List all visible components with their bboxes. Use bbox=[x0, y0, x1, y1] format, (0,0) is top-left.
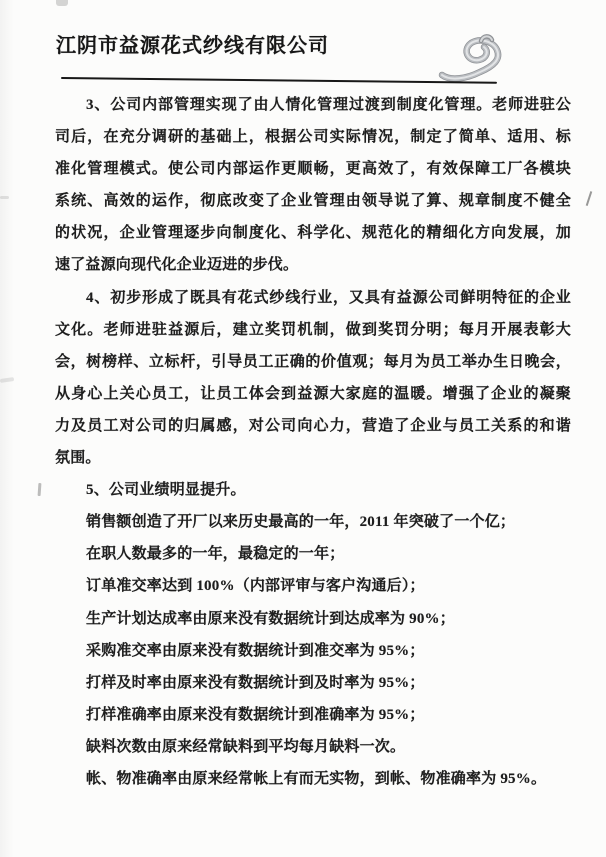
company-name-header: 江阴市益源花式纱线有限公司 bbox=[56, 35, 329, 57]
text-line: 采购准交率由原来没有数据统计到准交率为 95%； bbox=[86, 642, 425, 659]
scan-artifact bbox=[0, 377, 14, 383]
text-line: 的状况，企业管理逐步向制度化、科学化、规范化的精细化方向发展，加 bbox=[55, 225, 571, 242]
text-line: 从身心上关心员工，让员工体会到益源大家庭的温暖。增强了企业的凝聚 bbox=[55, 385, 571, 402]
text-line: 打样及时率由原来没有数据统计到及时率为 95%； bbox=[86, 674, 425, 691]
scan-artifact bbox=[0, 196, 9, 199]
paragraph-item-5-heading bbox=[55, 474, 571, 506]
text-line: 4、初步形成了既具有花式纱线行业，又具有益源公司鲜明特征的企业 bbox=[86, 289, 571, 306]
text-line: 5、公司业绩明显提升。 bbox=[86, 482, 246, 499]
yarn-knot-icon bbox=[436, 25, 512, 83]
text-line: 在职人数最多的一年，最稳定的一年； bbox=[86, 546, 345, 563]
text-line: 3、公司内部管理实现了由人情化管理过渡到制度化管理。老师进驻公 bbox=[86, 97, 571, 113]
paragraph-item-5-achievements bbox=[55, 506, 571, 795]
text-line: 准化管理模式。使公司内部运作更顺畅，更高效了，有效保障工厂各模块 bbox=[55, 161, 571, 178]
text-line: 氛围。 bbox=[55, 450, 101, 467]
paragraph-item-4 bbox=[55, 282, 571, 475]
text-line: 生产计划达成率由原来没有数据统计到达成率为 90%； bbox=[86, 610, 455, 627]
text-line: 司后，在充分调研的基础上，根据公司实际情况，制定了简单、适用、标 bbox=[55, 129, 571, 146]
paragraph-item-3 bbox=[55, 89, 571, 282]
scan-artifact bbox=[56, 0, 68, 6]
text-line: 文化。老师进驻益源后，建立奖罚机制，做到奖罚分明；每月开展表彰大 bbox=[55, 321, 571, 338]
header-divider-line bbox=[61, 77, 497, 84]
text-line: 订单准交率达到 100%（内部评审与客户沟通后）； bbox=[86, 578, 425, 595]
text-line: 帐、物准确率由原来经常帐上有而无实物，到帐、物准确率为 95%。 bbox=[86, 770, 547, 787]
text-line: 系统、高效的运作，彻底改变了企业管理由领导说了算、规章制度不健全 bbox=[55, 193, 571, 210]
scan-artifact bbox=[38, 483, 41, 496]
text-line: 销售额创造了开厂以来历史最高的一年，2011 年突破了一个亿； bbox=[86, 514, 516, 531]
text-line: 缺料次数由原来经常缺料到平均每月缺料一次。 bbox=[86, 738, 406, 755]
text-line: 力及员工对公司的归属感，对公司向心力，营造了企业与员工关系的和谐 bbox=[55, 417, 571, 434]
text-line: 会，树榜样、立标杆，引导员工正确的价值观；每月为员工举办生日晚会， bbox=[55, 353, 571, 370]
text-line: 速了益源向现代化企业迈进的步伐。 bbox=[55, 257, 299, 274]
text-line: 打样准确率由原来没有数据统计到准确率为 95%； bbox=[86, 706, 425, 723]
scan-artifact bbox=[586, 191, 592, 206]
document-body bbox=[55, 89, 571, 795]
